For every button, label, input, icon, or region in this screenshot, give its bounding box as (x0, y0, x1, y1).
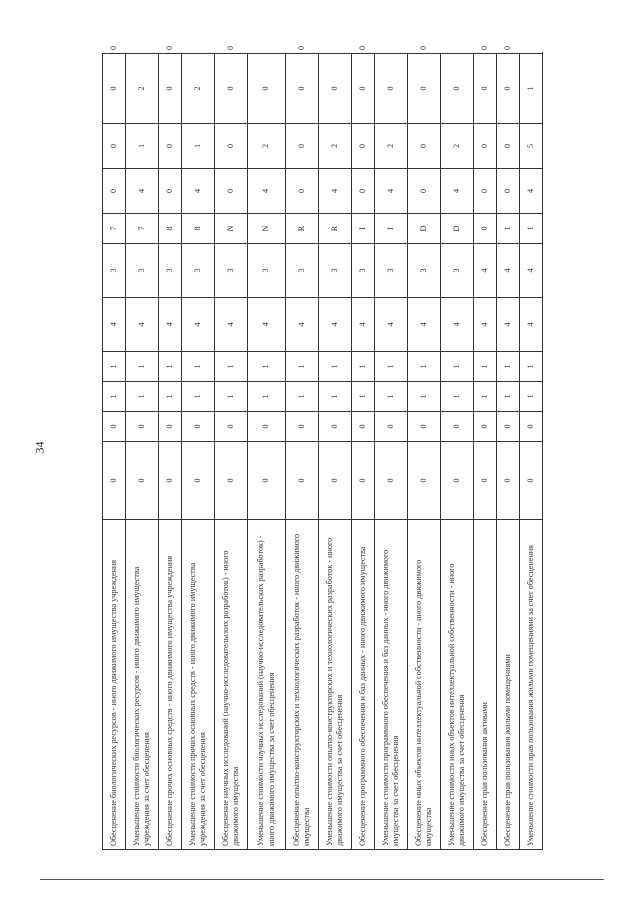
code-cell: 0 (159, 54, 182, 124)
code-cell: 0 (248, 412, 286, 442)
code-cell: N (215, 214, 248, 244)
code-cell: 1 (159, 382, 182, 412)
code-cell: 0 (215, 124, 248, 169)
code-cell: 4 (159, 298, 182, 352)
code-cell: 3 (103, 244, 126, 298)
code-cell: 1 (497, 352, 520, 382)
code-cell: 3 (375, 244, 408, 298)
code-cell: 0 (520, 442, 543, 520)
code-cell: 0 (352, 442, 375, 520)
table-row (441, 54, 474, 850)
code-cell: 0 (126, 442, 159, 520)
row-label: Обесценение иных объектов интеллектуальной собственности - иного движимого имущества (408, 520, 441, 850)
code-cell: 8 (159, 214, 182, 244)
code-cell: 1 (215, 382, 248, 412)
code-cell: 0 (497, 124, 520, 169)
code-cell: 0 (103, 124, 126, 169)
table-row: Обесценение биологических ресурсов - иного движимого имущества учреждения 0 0 1 1 4 3 7 0 0 0 0 (103, 54, 126, 850)
code-cell: 0 (497, 54, 520, 124)
code-cell: 3 (248, 244, 286, 298)
code-cell: 0 (248, 442, 286, 520)
code-cell: 4 (520, 298, 543, 352)
code-cell: 1 (319, 382, 352, 412)
code-cell: 0 (319, 54, 352, 124)
code-cell: 4 (474, 298, 497, 352)
table-row (126, 54, 159, 850)
code-cell: 0 (286, 169, 319, 214)
code-cell: 1 (520, 382, 543, 412)
table-row: Обесценение прочих основных средств - иного движимого имущества учреждения 0 0 1 1 4 3 8 0 0 0 0 (159, 54, 182, 850)
code-cell: 0 (441, 412, 474, 442)
row-label: Уменьшение стоимости прав пользования жилыми помещениями за счет обесценения (520, 520, 543, 850)
row-label: Уменьшение стоимости иных объектов интеллектуальной собственности - иного движимого имущества за счет обесценения (441, 520, 474, 850)
code-cell: I (375, 214, 408, 244)
code-cell: 0 (474, 124, 497, 169)
row-label: Уменьшение стоимости прочих основных средств - иного движимого имущества учреждения за счет обесценения (182, 520, 215, 850)
code-cell: 0 (215, 442, 248, 520)
code-cell: 1 (520, 54, 543, 124)
code-cell: 1 (474, 382, 497, 412)
code-cell: 0 (182, 412, 215, 442)
code-cell: 4 (375, 298, 408, 352)
code-cell: 1 (103, 382, 126, 412)
code-cell: 1 (520, 214, 543, 244)
code-cell: 0 (408, 54, 441, 124)
code-cell: 0 (352, 412, 375, 442)
code-cell: 3 (126, 244, 159, 298)
code-cell: 4 (408, 298, 441, 352)
code-cell: 0 (375, 412, 408, 442)
code-cell: 1 (497, 214, 520, 244)
code-cell: 4 (441, 169, 474, 214)
table-row: Обесценение прав пользования активами 0 0 1 1 4 4 0 0 0 0 0 (474, 54, 497, 850)
code-cell: 0 (286, 54, 319, 124)
code-cell: 0 (103, 412, 126, 442)
row-label: Обесценение опытно-конструкторских и технологических разработок - иного движимого имущества (286, 520, 319, 850)
code-cell: 3 (408, 244, 441, 298)
row-label: Обесценение научных исследований (научно-исследовательских разработок) - иного движимого имущества (215, 520, 248, 850)
table-row (248, 54, 286, 850)
code-cell: 4 (182, 298, 215, 352)
code-cell: 8 (182, 214, 215, 244)
row-label: Уменьшение стоимости программного обеспечения и баз данных - иного движимого имущества за счет обесценения (375, 520, 408, 850)
code-cell: 0 (497, 412, 520, 442)
code-cell: 1 (441, 382, 474, 412)
code-cell: 0 (474, 54, 497, 124)
code-cell: 0 (159, 442, 182, 520)
code-cell: 0 (375, 442, 408, 520)
code-cell: 3 (182, 244, 215, 298)
table-row (182, 54, 215, 850)
code-cell: 4 (520, 244, 543, 298)
code-cell: 0 (103, 54, 126, 124)
footer-rule (40, 879, 604, 880)
code-cell: 1 (474, 352, 497, 382)
code-cell: 2 (182, 54, 215, 124)
code-cell: 0 (103, 442, 126, 520)
code-cell: 4 (474, 244, 497, 298)
code-cell: 4 (441, 298, 474, 352)
code-cell: 4 (319, 169, 352, 214)
code-cell: 0 (182, 442, 215, 520)
code-cell: 0 (286, 442, 319, 520)
code-cell: 2 (248, 124, 286, 169)
code-cell: 3 (352, 244, 375, 298)
code-cell: 1 (248, 382, 286, 412)
code-cell: 1 (375, 382, 408, 412)
code-cell: 4 (319, 298, 352, 352)
code-cell: R (319, 214, 352, 244)
code-cell: 2 (319, 124, 352, 169)
table-row (319, 54, 352, 850)
code-cell: 7 (126, 214, 159, 244)
code-cell: 4 (286, 298, 319, 352)
code-cell: 4 (215, 298, 248, 352)
code-cell: 0 (497, 442, 520, 520)
code-cell: 1 (248, 352, 286, 382)
code-cell: 3 (319, 244, 352, 298)
code-cell: 4 (182, 169, 215, 214)
table-row: Обесценение программного обеспечения и баз данных - иного движимого имущества 0 0 1 1 4 3 I 0 0 0 0 (352, 54, 375, 850)
code-cell: 0 (441, 54, 474, 124)
code-cell: 0 (408, 412, 441, 442)
page-number: 34 (32, 441, 47, 454)
code-cell: 0 (352, 54, 375, 124)
code-cell: I (352, 214, 375, 244)
code-cell: 1 (182, 124, 215, 169)
code-cell: 0 (215, 412, 248, 442)
code-cell: 1 (497, 382, 520, 412)
code-cell: 4 (248, 169, 286, 214)
code-cell: 0 (126, 412, 159, 442)
code-cell: 1 (126, 382, 159, 412)
code-cell: 4 (126, 298, 159, 352)
code-cell: 0 (375, 54, 408, 124)
row-label: Обесценение прав пользования активами (474, 520, 497, 850)
code-cell: 0 (520, 412, 543, 442)
row-label: Уменьшение стоимости биологических ресурсов - иного движимого имущества учреждения за счет обесценения (126, 520, 159, 850)
code-cell: 1 (408, 352, 441, 382)
code-cell: 0 (215, 169, 248, 214)
code-cell: 1 (103, 352, 126, 382)
code-cell: 3 (215, 244, 248, 298)
table-row: Обесценение научных исследований (научно-исследовательских разработок) - иного движимого имущества 0 0 1 1 4 3 N 0 0 0 0 (215, 54, 248, 850)
table-row: Обесценение прав пользования жилыми помещениями 0 0 1 1 4 4 1 0 0 0 0 (497, 54, 520, 850)
code-cell: N (248, 214, 286, 244)
row-label: Уменьшение стоимости научных исследований (научно-исследовательских разработок) - иного движимого имущества за счет обесценения (248, 520, 286, 850)
table-row: Обесценение иных объектов интеллектуальной собственности - иного движимого имущества 0 0 1 1 4 3 D 0 0 0 0 (408, 54, 441, 850)
code-cell: 1 (159, 352, 182, 382)
code-cell: 3 (286, 244, 319, 298)
table-row (375, 54, 408, 850)
code-cell: 4 (375, 169, 408, 214)
code-cell: 0 (474, 214, 497, 244)
code-cell: 1 (375, 352, 408, 382)
code-cell: 0 (159, 412, 182, 442)
code-cell: 4 (352, 298, 375, 352)
code-cell: 0 (408, 124, 441, 169)
code-cell: 2 (375, 124, 408, 169)
code-cell: D (408, 214, 441, 244)
table-row (520, 54, 543, 850)
code-cell: 1 (319, 352, 352, 382)
code-cell: 1 (352, 352, 375, 382)
code-cell: 7 (103, 214, 126, 244)
rotated-table-wrapper (102, 45, 586, 850)
code-cell: 1 (182, 352, 215, 382)
code-cell: 0 (159, 124, 182, 169)
code-cell: 1 (182, 382, 215, 412)
code-cell: 4 (103, 298, 126, 352)
code-cell: 0 (474, 442, 497, 520)
code-cell: 1 (520, 352, 543, 382)
code-cell: 0 (497, 169, 520, 214)
code-cell: 1 (286, 382, 319, 412)
code-cell: 4 (126, 169, 159, 214)
code-cell: 3 (441, 244, 474, 298)
code-cell: 0 (408, 169, 441, 214)
code-cell: 1 (408, 382, 441, 412)
code-cell: 5 (520, 124, 543, 169)
code-cell: 4 (520, 169, 543, 214)
row-label: Обесценение биологических ресурсов - иного движимого имущества учреждения (103, 520, 126, 850)
code-cell: 1 (126, 124, 159, 169)
code-cell: 0 (474, 412, 497, 442)
code-cell: 3 (159, 244, 182, 298)
code-cell: 2 (441, 124, 474, 169)
row-label: Уменьшение стоимости опытно-конструкторских и технологических разработок - иного движимого имущества за счет обесценения (319, 520, 352, 850)
code-cell: 0 (408, 442, 441, 520)
account-codes-table (102, 45, 543, 850)
row-label: Обесценение прав пользования жилыми помещениями (497, 520, 520, 850)
code-cell: 0 (474, 169, 497, 214)
code-cell: 1 (441, 352, 474, 382)
code-cell: 0 (103, 169, 126, 214)
code-cell: 0 (319, 412, 352, 442)
code-cell: 0 (319, 442, 352, 520)
code-cell: 1 (215, 352, 248, 382)
table-row: Обесценение опытно-конструкторских и технологических разработок - иного движимого имущества 0 0 1 1 4 3 R 0 0 0 0 (286, 54, 319, 850)
code-cell: 1 (352, 382, 375, 412)
code-cell: 0 (215, 54, 248, 124)
code-cell: R (286, 214, 319, 244)
code-cell: 0 (159, 169, 182, 214)
code-cell: D (441, 214, 474, 244)
code-cell: 2 (126, 54, 159, 124)
code-cell: 0 (352, 124, 375, 169)
code-cell: 0 (441, 442, 474, 520)
code-cell: 4 (497, 298, 520, 352)
code-cell: 1 (126, 352, 159, 382)
code-cell: 0 (352, 169, 375, 214)
row-label: Обесценение прочих основных средств - иного движимого имущества учреждения (159, 520, 182, 850)
code-cell: 0 (286, 412, 319, 442)
rotated-table-frame (102, 45, 586, 850)
code-cell: 4 (497, 244, 520, 298)
code-cell: 0 (286, 124, 319, 169)
code-cell: 1 (286, 352, 319, 382)
row-label: Обесценение программного обеспечения и баз данных - иного движимого имущества (352, 520, 375, 850)
code-cell: 0 (248, 54, 286, 124)
code-cell: 4 (248, 298, 286, 352)
